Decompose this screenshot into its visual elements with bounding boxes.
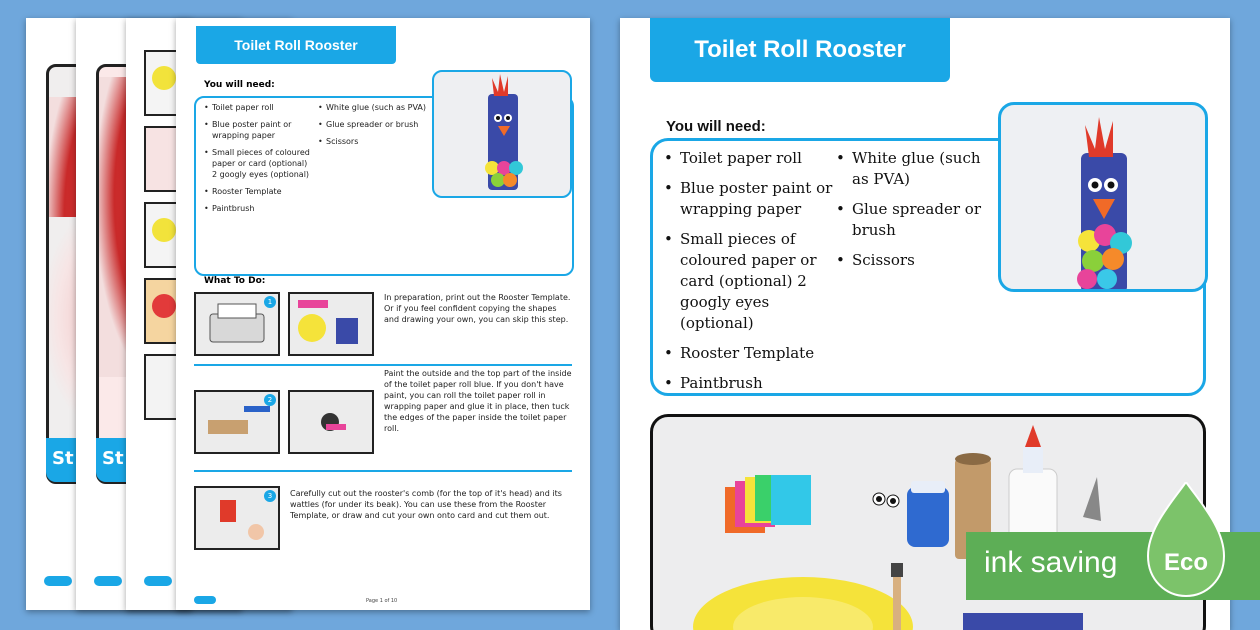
- step-number: 1: [264, 296, 276, 308]
- step-number: 2: [264, 394, 276, 406]
- step-1: [194, 290, 572, 366]
- step-image: [288, 390, 374, 454]
- list-item: • Paintbrush: [660, 373, 840, 394]
- list-item: • Paintbrush: [204, 203, 314, 214]
- logo: [94, 576, 122, 586]
- todo-heading: What To Do:: [204, 276, 266, 286]
- eco-leaf-icon: [1146, 482, 1226, 600]
- list-item: • Glue spreader or brush: [832, 199, 992, 241]
- list-item: • Toilet paper roll: [204, 102, 314, 113]
- back-page-tab: St: [96, 438, 216, 482]
- badge-label: ink saving: [984, 546, 1118, 579]
- step-2: [194, 370, 572, 472]
- step-text: Paint the outside and the top part of the inside of the toilet paper roll blue. If you don't have paint, you can roll the toilet paper roll in wrapping paper and glue it in place, then tuck the edges of the paper inside the toilet paper roll.: [384, 369, 572, 433]
- page-number: Page 1 of 10: [366, 598, 398, 604]
- page-title: Toilet Roll Rooster: [196, 26, 396, 64]
- materials-list-1: [204, 102, 314, 220]
- list-item: • Small pieces of coloured paper or card (optional) 2 googly eyes (optional): [660, 229, 840, 334]
- step-number: 3: [264, 490, 276, 502]
- logo: [194, 596, 216, 604]
- step-image: [194, 390, 280, 454]
- step-3: [194, 484, 572, 560]
- list-item: • Scissors: [832, 250, 992, 271]
- logo: [144, 576, 172, 586]
- list-item: • Scissors: [318, 136, 426, 147]
- list-item: • Glue spreader or brush: [318, 119, 426, 130]
- list-item: • White glue (such as PVA): [832, 148, 992, 190]
- list-item: • Small pieces of coloured paper or card (optional) 2 googly eyes (optional): [204, 147, 314, 180]
- need-heading: You will need:: [666, 118, 766, 135]
- materials-list-2: [832, 148, 992, 280]
- materials-list-2: [318, 102, 426, 153]
- step-image: [194, 292, 280, 356]
- materials-list-1: [660, 148, 840, 403]
- list-item: • Blue poster paint or wrapping paper: [204, 119, 314, 141]
- step-text: In preparation, print out the Rooster Template. Or if you feel confident copying the shapes and drawing your own, you can skip this step.: [384, 293, 571, 324]
- eco-label: Eco: [1163, 549, 1209, 576]
- need-heading: You will need:: [204, 80, 275, 90]
- list-item: • Rooster Template: [660, 343, 840, 364]
- list-item: • Blue poster paint or wrapping paper: [660, 178, 840, 220]
- rooster-photo: [998, 102, 1208, 292]
- main-title: Toilet Roll Rooster: [650, 18, 950, 82]
- rooster-photo: [432, 70, 572, 198]
- step-image: [288, 292, 374, 356]
- list-item: • White glue (such as PVA): [318, 102, 426, 113]
- step-image: [194, 486, 280, 550]
- logo: [44, 576, 72, 586]
- list-item: • Toilet paper roll: [660, 148, 840, 169]
- step-text: Carefully cut out the rooster's comb (for the top of it's head) and its wattles (for under its beak). You can use these from the Rooster Template, or draw and cut your own onto card and cut them out.: [290, 489, 562, 520]
- back-page-tab: St: [46, 438, 166, 482]
- front-mini-page: [176, 18, 590, 610]
- list-item: • Rooster Template: [204, 186, 314, 197]
